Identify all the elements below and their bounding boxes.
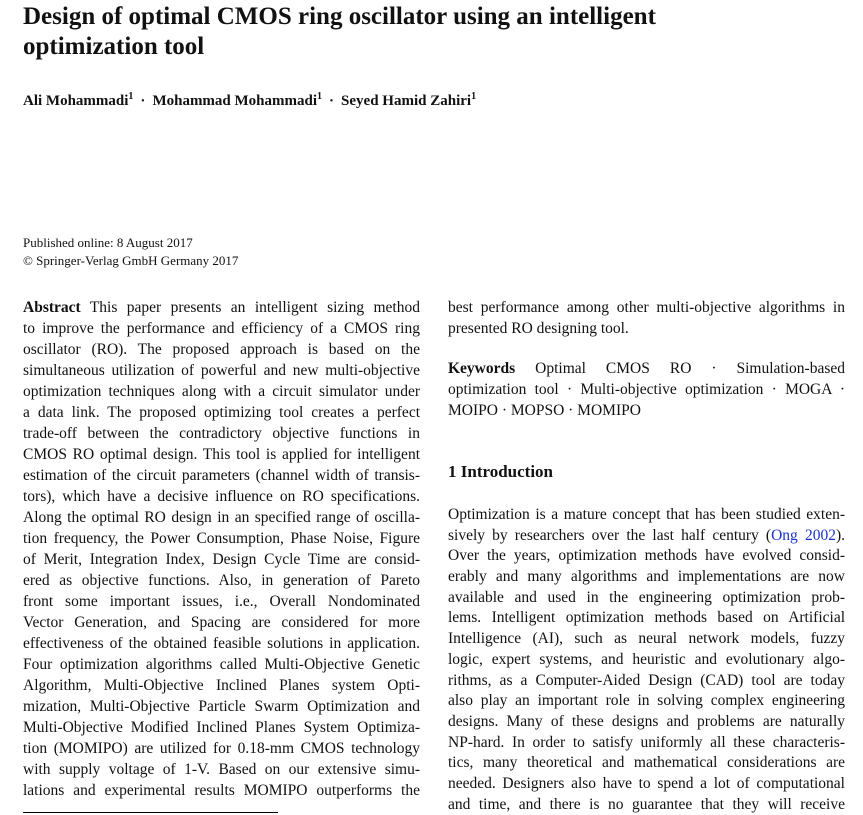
author[interactable]: Mohammad Mohammadi$^1$ <box>152 91 323 109</box>
text: ). <box>835 526 845 544</box>
title-line: Design of optimal CMOS ring oscillator using an intelligent <box>23 3 656 30</box>
text: to improve the performance and efficiency of a CMOS ring <box>23 320 420 337</box>
text-line <box>23 717 420 738</box>
text: logic, expert systems, and heuristic and evolutionary algo- <box>448 650 845 668</box>
text-line <box>23 339 420 360</box>
text-line <box>23 738 420 759</box>
text-line <box>448 753 845 774</box>
text: Over the years, optimization methods have evolved consid- <box>448 547 845 565</box>
copyright: © Springer-Verlag GmbH Germany 2017 <box>23 253 239 268</box>
text: mization, Multi-Objective Particle Swarm Optimization and <box>23 698 420 715</box>
text: a data link. The proposed optimizing tool creates a perfect <box>23 404 420 421</box>
text-line <box>23 465 420 486</box>
keywords-label: Keywords <box>448 360 516 377</box>
text: tion frequency, the Power Consumption, Phase Noise, Figure <box>23 530 420 547</box>
text: lems. Intelligent optimization methods based on Artificial <box>448 609 845 627</box>
text-line <box>23 402 420 423</box>
text: and time, and there is no guarantee that they will receive <box>448 795 845 813</box>
text-line <box>448 505 845 526</box>
text: Optimal CMOS RO · Simulation-based <box>535 360 845 377</box>
text-line <box>448 526 845 547</box>
text: needed. Designers also have to spend a lot of computational <box>448 774 845 792</box>
text: lations and experimental results MOMIPO outperforms the <box>23 782 420 799</box>
text-line <box>448 650 845 671</box>
text-line <box>448 358 845 379</box>
separator: · <box>140 93 146 109</box>
text-line <box>23 381 420 402</box>
text: presented RO designing tool. <box>448 320 629 337</box>
text: simultaneous utilization of powerful and new multi-objective <box>23 362 420 379</box>
text: with supply voltage of 1-V. Based on our extensive simu- <box>23 761 420 778</box>
text-line <box>23 780 420 801</box>
text-line <box>448 774 845 795</box>
introduction-text <box>448 505 845 815</box>
author[interactable]: Seyed Hamid Zahiri$^1$ <box>341 91 477 109</box>
text: tion (MOMIPO) are utilized for 0.18-mm CMOS technology <box>23 740 420 757</box>
text: tics, many theoretical and mathematical considerations are <box>448 754 845 772</box>
text-line <box>448 671 845 692</box>
text-line <box>23 318 420 339</box>
text: Intelligence (AI), such as neural network models, fuzzy <box>448 630 845 648</box>
publication-info <box>23 234 238 270</box>
text: NP-hard. In order to satisfy uniformly all these characteris- <box>448 733 845 751</box>
separator: · <box>329 93 335 109</box>
text: also play an important role in solving complex engineering <box>448 692 845 710</box>
text: sively by researchers over the last half century ( <box>448 526 772 544</box>
text-line <box>448 608 845 629</box>
text-line <box>448 318 845 339</box>
text: of Merit, Integration Index, Design Cycle Time are consid- <box>23 551 420 568</box>
text: available and used in the engineering optimization prob- <box>448 588 845 606</box>
text: optimization tool · Multi-objective optimization · MOGA · <box>448 381 845 398</box>
text-line <box>23 549 420 570</box>
author[interactable]: Ali Mohammadi$^1$ <box>23 91 134 109</box>
text: oscillator (RO). The proposed approach is based on the <box>23 341 420 358</box>
text: best performance among other multi-objective algorithms in <box>448 299 845 316</box>
text-line <box>448 629 845 650</box>
text-line <box>23 360 420 381</box>
text-line <box>448 733 845 754</box>
text: Optimization is a mature concept that has been studied exten- <box>448 506 845 523</box>
text-line <box>23 297 420 318</box>
text-line <box>23 528 420 549</box>
citation-link[interactable]: Ong 2002 <box>771 526 836 544</box>
text-line <box>448 795 845 815</box>
text: erably and many algorithms and implementations are now <box>448 568 845 586</box>
text-line <box>448 567 845 588</box>
text-line <box>23 507 420 528</box>
text-line <box>448 400 845 421</box>
author-list <box>23 91 476 110</box>
text-line <box>23 570 420 591</box>
published-date: Published online: 8 August 2017 <box>23 235 193 250</box>
text: ered as objective functions. Also, in generation of Pareto <box>23 572 420 589</box>
text-line <box>23 486 420 507</box>
paper-title <box>23 2 743 62</box>
text-line <box>448 379 845 400</box>
text: designs. Many of these designs and problems are naturally <box>448 712 845 730</box>
text: rithms, as a Computer-Aided Design (CAD) tool are today <box>448 671 845 689</box>
text: Four optimization algorithms called Multi-Objective Genetic <box>23 656 420 673</box>
text-line <box>23 423 420 444</box>
text-line <box>23 696 420 717</box>
text-line <box>23 654 420 675</box>
text: tors), which have a decisive influence on RO specifications. <box>23 488 420 505</box>
text: Along the optimal RO design in an specified range of oscilla- <box>23 509 420 526</box>
text: Multi-Objective Modified Inclined Planes System Optimiza- <box>23 719 420 736</box>
text-line <box>448 712 845 733</box>
text-line <box>448 691 845 712</box>
text: front some important issues, i.e., Overall Nondominated <box>23 593 420 610</box>
title-line: optimization tool <box>23 33 205 60</box>
abstract-continued <box>448 297 845 339</box>
text: MOIPO · MOPSO · MOMIPO <box>448 402 641 419</box>
text-line <box>23 612 420 633</box>
abstract-label: Abstract <box>23 299 81 316</box>
section-heading-introduction: 1 Introduction <box>448 462 554 481</box>
text: This paper presents an intelligent sizing method <box>89 299 420 316</box>
text: optimization techniques along with a circuit simulator under <box>23 383 420 400</box>
keywords <box>448 358 845 421</box>
text: effectiveness of the obtained feasible solutions in application. <box>23 635 420 652</box>
text: trade-off between the contradictory objective functions in <box>23 425 420 442</box>
text-line <box>23 675 420 696</box>
text-line <box>23 591 420 612</box>
text: Vector Generation, and Spacing are considered for more <box>23 614 420 631</box>
text: CMOS RO optimal design. This tool is applied for intelligent <box>23 446 420 463</box>
text-line <box>23 444 420 465</box>
text-line <box>448 297 845 318</box>
text-line <box>23 759 420 780</box>
text: estimation of the circuit parameters (channel width of transis- <box>23 467 420 484</box>
text-line <box>23 633 420 654</box>
text-line <box>448 588 845 609</box>
footnote-rule <box>23 812 278 813</box>
text: Algorithm, Multi-Objective Inclined Planes system Opti- <box>23 677 420 694</box>
abstract-left-column <box>23 297 420 801</box>
text-line <box>448 546 845 567</box>
